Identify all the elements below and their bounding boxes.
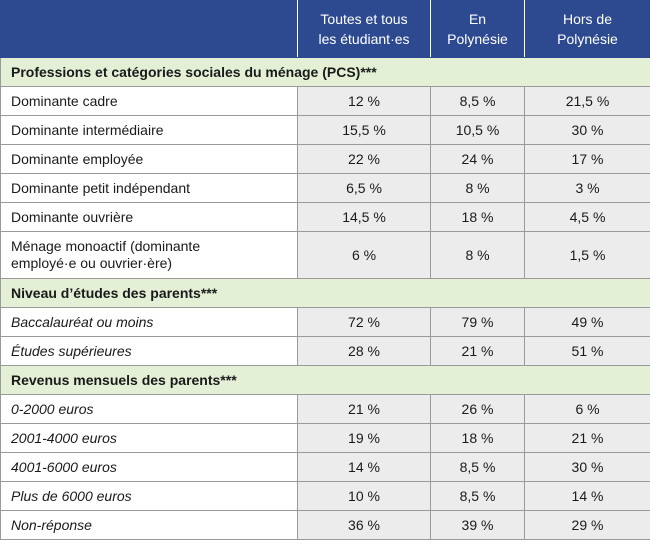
section-title: Revenus mensuels des parents*** (1, 366, 650, 395)
section-title: Niveau d’études des parents*** (1, 279, 650, 308)
value-in: 79 % (431, 308, 525, 337)
table-row (1, 511, 650, 540)
value-in: 8 % (431, 174, 525, 203)
value-in: 8,5 % (431, 482, 525, 511)
row-label: Dominante cadre (1, 87, 298, 116)
row-label: 0-2000 euros (1, 395, 298, 424)
value-all: 28 % (298, 337, 431, 366)
value-out: 3 % (525, 174, 650, 203)
value-all: 22 % (298, 145, 431, 174)
header-all-line-1: Toutes et tous (320, 11, 408, 27)
table-row (1, 232, 650, 279)
section-title: Professions et catégories sociales du ménage (PCS)*** (1, 58, 650, 87)
value-out: 6 % (525, 395, 650, 424)
value-all: 15,5 % (298, 116, 431, 145)
value-all: 36 % (298, 511, 431, 540)
section-row-revenus (1, 366, 650, 395)
row-label: Dominante ouvrière (1, 203, 298, 232)
table-row (1, 203, 650, 232)
section-row-etudes (1, 279, 650, 308)
row-label (1, 232, 298, 279)
value-out: 30 % (525, 116, 650, 145)
header-all-line-2: les étudiant·es (318, 31, 410, 47)
value-in: 21 % (431, 337, 525, 366)
value-all: 6 % (298, 232, 431, 279)
value-in: 39 % (431, 511, 525, 540)
table-row (1, 337, 650, 366)
row-label: Dominante petit indépendant (1, 174, 298, 203)
value-out: 51 % (525, 337, 650, 366)
value-all: 14 % (298, 453, 431, 482)
value-all: 19 % (298, 424, 431, 453)
value-in: 18 % (431, 203, 525, 232)
value-out: 29 % (525, 511, 650, 540)
value-all: 10 % (298, 482, 431, 511)
header-all-students (298, 1, 431, 58)
value-in: 10,5 % (431, 116, 525, 145)
value-in: 8,5 % (431, 87, 525, 116)
row-label: Baccalauréat ou moins (1, 308, 298, 337)
value-all: 12 % (298, 87, 431, 116)
value-out: 14 % (525, 482, 650, 511)
table-row (1, 482, 650, 511)
row-label: Non-réponse (1, 511, 298, 540)
row-label: Dominante employée (1, 145, 298, 174)
row-label: Plus de 6000 euros (1, 482, 298, 511)
header-out-line-2: Polynésie (557, 31, 618, 47)
table-row (1, 174, 650, 203)
row-label: Études supérieures (1, 337, 298, 366)
table-row (1, 116, 650, 145)
value-in: 18 % (431, 424, 525, 453)
table-header (1, 1, 650, 58)
row-label-line-2: employé·e ou ouvrier·ère) (11, 255, 173, 271)
value-out: 30 % (525, 453, 650, 482)
value-out: 17 % (525, 145, 650, 174)
value-out: 4,5 % (525, 203, 650, 232)
row-label: Dominante intermédiaire (1, 116, 298, 145)
value-all: 14,5 % (298, 203, 431, 232)
header-blank-cell (1, 1, 298, 58)
table-row (1, 308, 650, 337)
value-in: 24 % (431, 145, 525, 174)
table-row (1, 395, 650, 424)
value-all: 72 % (298, 308, 431, 337)
header-out-line-1: Hors de (562, 11, 613, 27)
header-row (1, 1, 650, 58)
value-in: 26 % (431, 395, 525, 424)
row-label: 4001-6000 euros (1, 453, 298, 482)
row-label: 2001-4000 euros (1, 424, 298, 453)
table-row (1, 453, 650, 482)
table-row (1, 145, 650, 174)
header-in-line-2: Polynésie (447, 31, 508, 47)
value-out: 1,5 % (525, 232, 650, 279)
value-out: 21,5 % (525, 87, 650, 116)
value-all: 6,5 % (298, 174, 431, 203)
value-in: 8,5 % (431, 453, 525, 482)
value-out: 49 % (525, 308, 650, 337)
table-row (1, 87, 650, 116)
header-out-polynesia (525, 1, 650, 58)
header-in-line-1: En (468, 11, 487, 27)
value-out: 21 % (525, 424, 650, 453)
section-row-pcs (1, 58, 650, 87)
header-in-polynesia (431, 1, 525, 58)
table-row (1, 424, 650, 453)
value-all: 21 % (298, 395, 431, 424)
value-in: 8 % (431, 232, 525, 279)
row-label-line-1: Ménage monoactif (dominante (11, 238, 201, 254)
